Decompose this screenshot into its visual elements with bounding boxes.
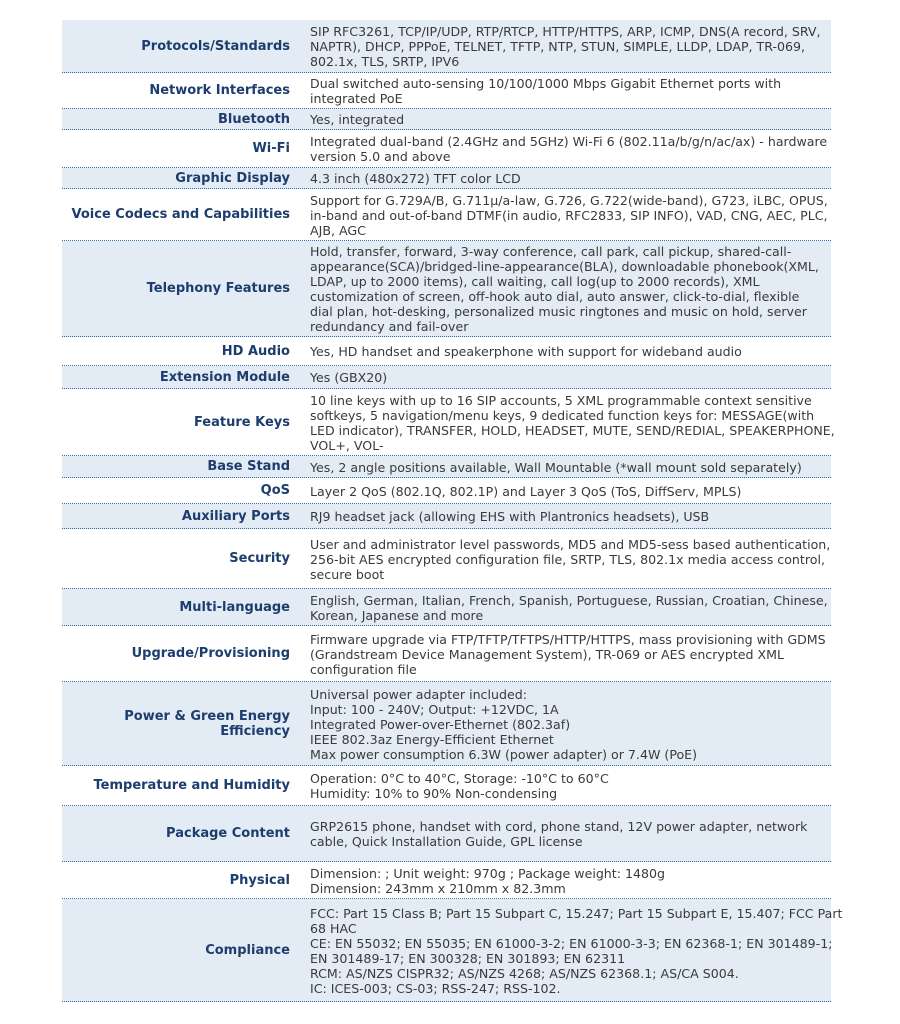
spec-row (62, 130, 831, 168)
spec-label: Temperature and Humidity (93, 778, 290, 793)
spec-value-line: LDAP, up to 2000 items), call waiting, call log(up to 2000 records), XML (310, 274, 760, 289)
spec-value-line: Yes, 2 angle positions available, Wall Mountable (*wall mount sold separately) (310, 459, 802, 475)
spec-value (299, 73, 831, 108)
spec-row (62, 109, 831, 130)
spec-value-line: Hold, transfer, forward, 3-way conference, call park, call pickup, shared-call- (310, 244, 792, 259)
spec-label: Bluetooth (218, 111, 290, 127)
spec-value-line: Yes, integrated (310, 112, 405, 127)
spec-row (62, 899, 843, 1002)
spec-value (299, 862, 831, 898)
spec-value (299, 806, 831, 861)
spec-value-line: LED indicator), TRANSFER, HOLD, HEADSET, MUTE, SEND/REDIAL, SPEAKERPHONE, (310, 422, 835, 438)
spec-row (62, 862, 831, 899)
spec-value-line: IEEE 802.3az Energy-Efficient Ethernet (310, 731, 554, 747)
spec-value-line: RJ9 headset jack (allowing EHS with Plantronics headsets), USB (310, 509, 710, 524)
spec-value-line: 68 HAC (310, 920, 357, 936)
spec-row (62, 589, 831, 626)
spec-value-line: customization of screen, off-hook auto dial, auto answer, click-to-dial, flexible (310, 289, 800, 304)
spec-value-line: Universal power adapter included: (310, 686, 527, 702)
spec-value (299, 189, 834, 240)
spec-label: Telephony Features (146, 281, 290, 296)
spec-label: Security (229, 551, 290, 566)
spec-value (299, 766, 831, 805)
spec-value (299, 682, 831, 765)
spec-value-line: softkeys, 5 navigation/menu keys, 9 dedicated function keys for: MESSAGE(with (310, 407, 815, 423)
spec-row (62, 20, 831, 73)
spec-label: Base Stand (207, 459, 290, 474)
spec-row (62, 806, 831, 862)
spec-value-line: VOL+, VOL- (310, 437, 384, 453)
spec-label: Auxiliary Ports (181, 508, 290, 524)
spec-value-line: Integrated dual-band (2.4GHz and 5GHz) Wi-Fi 6 (802.11a/b/g/n/ac/ax) - hardware (310, 134, 828, 149)
spec-value (299, 20, 831, 72)
spec-value (299, 389, 841, 455)
spec-row (62, 337, 831, 366)
spec-value-line: Yes, HD handset and speakerphone with support for wideband audio (310, 344, 742, 359)
spec-value-line: IC: ICES-003; CS-03; RSS-247; RSS-102. (310, 980, 561, 996)
spec-value-line: Integrated Power-over-Ethernet (802.3af) (310, 716, 571, 732)
spec-value (299, 456, 831, 477)
spec-table (62, 20, 843, 1002)
spec-label: Multi-language (179, 599, 290, 615)
spec-label: Voice Codecs and Capabilities (71, 207, 290, 222)
spec-value-line: secure boot (310, 566, 385, 582)
spec-label: Protocols/Standards (141, 38, 290, 54)
spec-row (62, 241, 831, 337)
spec-value-line: Max power consumption 6.3W (power adapter) or 7.4W (PoE) (310, 746, 698, 762)
spec-row (62, 626, 831, 682)
spec-value (299, 337, 831, 365)
spec-value-line: FCC: Part 15 Class B; Part 15 Subpart C, 15.247; Part 15 Subpart E, 15.407; FCC Part (310, 905, 843, 921)
spec-row (62, 168, 831, 189)
spec-value (299, 241, 831, 336)
spec-label: Network Interfaces (149, 83, 290, 98)
spec-value (299, 478, 831, 503)
spec-value (299, 899, 848, 1001)
spec-value-line: Dimension: ; Unit weight: 970g ; Package weight: 1480g (310, 865, 666, 881)
spec-value-line: dial plan, hot-desking, personalized music ringtones and music on hold, server (310, 304, 807, 319)
spec-row (62, 478, 831, 504)
spec-value-line: Support for G.729A/B, G.711µ/a-law, G.726, G.722(wide-band), G723, iLBC, OPUS, (310, 192, 828, 208)
spec-value (299, 366, 831, 388)
spec-value (299, 168, 831, 188)
spec-value-line: RCM: AS/NZS CISPR32; AS/NZS 4268; AS/NZS 62368.1; AS/CA S004. (310, 965, 739, 981)
spec-label: Compliance (205, 942, 290, 958)
spec-label: HD Audio (221, 343, 290, 359)
spec-row (62, 189, 831, 241)
spec-value-line: SIP RFC3261, TCP/IP/UDP, RTP/RTCP, HTTP/HTTPS, ARP, ICMP, DNS(A record, SRV, (310, 24, 821, 39)
spec-value-line: 802.1x, TLS, SRTP, IPV6 (310, 54, 460, 69)
spec-value-line: GRP2615 phone, handset with cord, phone stand, 12V power adapter, network (310, 819, 808, 834)
spec-value-line: Input: 100 - 240V; Output: +12VDC, 1A (310, 701, 559, 717)
spec-value-line: configuration file (310, 661, 417, 677)
spec-label: Power & Green Energy Efficiency (124, 708, 290, 739)
spec-label: Package Content (166, 826, 290, 841)
spec-value-line: redundancy and fail-over (310, 319, 469, 334)
spec-value-line: EN 301489-17; EN 300328; EN 301893; EN 62311 (310, 950, 626, 966)
spec-value-line: Operation: 0°C to 40°C, Storage: -10°C to 60°C (310, 771, 609, 786)
spec-value-line: CE: EN 55032; EN 55035; EN 61000-3-2; EN 61000-3-3; EN 62368-1; EN 301489-1; (310, 935, 833, 951)
spec-value-line: English, German, Italian, French, Spanish, Portuguese, Russian, Croatian, Chinese, (310, 592, 828, 608)
spec-value-line: Humidity: 10% to 90% Non-condensing (310, 786, 558, 801)
spec-value-line: AJB, AGC (310, 222, 366, 238)
spec-value-line: 10 line keys with up to 16 SIP accounts, 5 XML programmable context sensitive (310, 392, 812, 408)
spec-label: Extension Module (159, 369, 290, 385)
spec-value-line: integrated PoE (310, 91, 403, 106)
spec-row (62, 682, 831, 766)
spec-value-line: version 5.0 and above (310, 149, 451, 164)
spec-value-line: cable, Quick Installation Guide, GPL license (310, 834, 583, 849)
spec-label: Wi-Fi (252, 141, 290, 156)
spec-value (299, 589, 834, 625)
spec-label: Graphic Display (175, 170, 290, 186)
spec-value-line: 4.3 inch (480x272) TFT color LCD (310, 171, 521, 186)
spec-value-line: Layer 2 QoS (802.1Q, 802.1P) and Layer 3 QoS (ToS, DiffServ, MPLS) (310, 483, 742, 499)
spec-row (62, 389, 835, 456)
spec-value (299, 109, 831, 129)
spec-row (62, 529, 831, 589)
spec-value-line: Yes (GBX20) (310, 370, 388, 385)
spec-value-line: 256-bit AES encrypted configuration file, SRTP, TLS, 802.1x media access control, (310, 551, 825, 567)
spec-value (299, 626, 832, 681)
spec-label: QoS (260, 483, 290, 498)
spec-value-line: in-band and out-of-band DTMF(in audio, RFC2833, SIP INFO), VAD, CNG, AEC, PLC, (310, 207, 828, 223)
spec-value-line: Dimension: 243mm x 210mm x 82.3mm (310, 880, 566, 896)
spec-label: Physical (229, 872, 290, 888)
spec-row (62, 456, 831, 478)
spec-value-line: Firmware upgrade via FTP/TFTP/TFTPS/HTTP/HTTPS, mass provisioning with GDMS (310, 631, 826, 647)
spec-row (62, 73, 831, 109)
spec-value (299, 529, 836, 588)
spec-value-line: (Grandstream Device Management System), TR-069 or AES encrypted XML (310, 646, 785, 662)
spec-value (299, 130, 833, 167)
spec-value-line: NAPTR), DHCP, PPPoE, TELNET, TFTP, NTP, STUN, SIMPLE, LLDP, LDAP, TR-069, (310, 39, 806, 54)
spec-label: Upgrade/Provisioning (131, 646, 290, 661)
spec-value-line: Dual switched auto-sensing 10/100/1000 Mbps Gigabit Ethernet ports with (310, 76, 782, 91)
spec-row (62, 504, 831, 529)
spec-value (299, 504, 831, 528)
spec-value-line: User and administrator level passwords, MD5 and MD5-sess based authentication, (310, 536, 831, 552)
spec-value-line: Korean, Japanese and more (310, 607, 484, 623)
spec-value-line: appearance(SCA)/bridged-line-appearance(BLA), downloadable phonebook(XML, (310, 259, 819, 274)
spec-row (62, 766, 831, 806)
spec-row (62, 366, 831, 389)
spec-label: Feature Keys (193, 414, 290, 430)
